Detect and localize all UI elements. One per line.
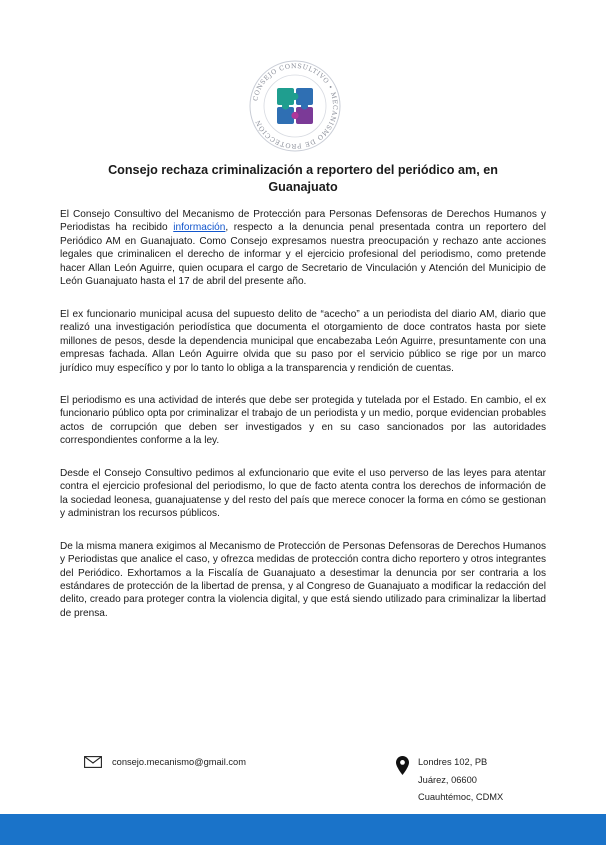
paragraph-3: El periodismo es una actividad de interés que debe ser protegida y tutelada por el Estado. En cambio, el ex funcionario público opta por criminalizar el trabajo de un periodista y un medio, porque evidencian probables actos de corrupción que deben ser investigados y en su caso sancionados por las autoridades correspondientes conforme a la ley. <box>60 394 546 447</box>
paragraph-5: De la misma manera exigimos al Mecanismo de Protección de Personas Defensoras de Derechos Humanos y Periodistas que analice el caso, y ofrezca medidas de protección contra dicho reportero y otros integrantes del Periódico. Exhortamos a la Fiscalía de Guanajuato a desestimar la denuncia por ser contraria a los estándares de protección de la libertad de prensa, y al Congreso de Guanajuato a modificar la redacción del delito, creado para proteger contra la violencia digital, y que está siendo utilizado para criminalizar la libertad de prensa. <box>60 540 546 619</box>
location-pin-icon <box>396 756 409 775</box>
paragraph-2: El ex funcionario municipal acusa del supuesto delito de “acecho” a un periodista del diario AM, diario que realizó una investigación periodística que documenta el otorgamiento de doce contratos hasta por siete millones de pesos, desde la dependencia municipal que encabezaba León Aguirre, presuntamente con una empresas fachada. Allan León Aguirre olvida que su paso por el servicio público se rige por un marco jurídico muy específico y por lo tanto lo obliga a la transparencia y rendición de cuentas. <box>60 308 546 374</box>
informacion-link[interactable]: información <box>173 222 226 234</box>
footer-email <box>84 756 246 768</box>
footer-address <box>396 756 503 807</box>
address-line-1: Londres 102, PB <box>418 757 488 767</box>
document-title <box>60 162 546 196</box>
address-line-3: Cuauhtémoc, CDMX <box>418 792 504 802</box>
email-address: consejo.mecanismo@gmail.com <box>112 757 246 767</box>
envelope-icon <box>84 756 102 768</box>
paragraph-4: Desde el Consejo Consultivo pedimos al exfuncionario que evite el uso perverso de las leyes para atentar contra el ejercicio profesional del periodismo, lo que de facto atenta contra los derechos de información de la sociedad leonesa, guanajuatense y del resto del país que merece conocer la forma en cómo se gestionan y administran los recursos públicos. <box>60 467 546 520</box>
address-line-2: Juárez, 06600 <box>418 774 477 785</box>
puzzle-pieces-icon <box>277 88 313 124</box>
document-body <box>60 208 546 639</box>
svg-text:CONSEJO CONSULTIVO • MECANISMO: CONSEJO CONSULTIVO • MECANISMO DE PROTECCIÓN <box>251 61 340 151</box>
paragraph-1: El Consejo Consultivo del Mecanismo de Protección para Personas Defensoras de Derechos Humanos y Periodistas ha recibido información, respecto a la denuncia penal presentada contra un reportero del Periódico AM en Guanajuato. Como Consejo expresamos nuestra preocupación y rechazo ante acciones legales que criminalicen el derecho de informar y el ejercicio profesional del periodismo, como pretende hacer Allan León Aguirre, quien ocupara el cargo de Secretario de Vinculación y Atención del Municipio de León Guanajuato hasta el 17 de abril del presente año. <box>60 209 547 288</box>
footer-blue-bar <box>0 814 606 845</box>
title-line-1: Consejo rechaza criminalización a reportero del periódico am, en <box>108 163 498 177</box>
consejo-consultivo-logo <box>247 58 343 154</box>
title-line-2: Guanajuato <box>268 180 338 194</box>
